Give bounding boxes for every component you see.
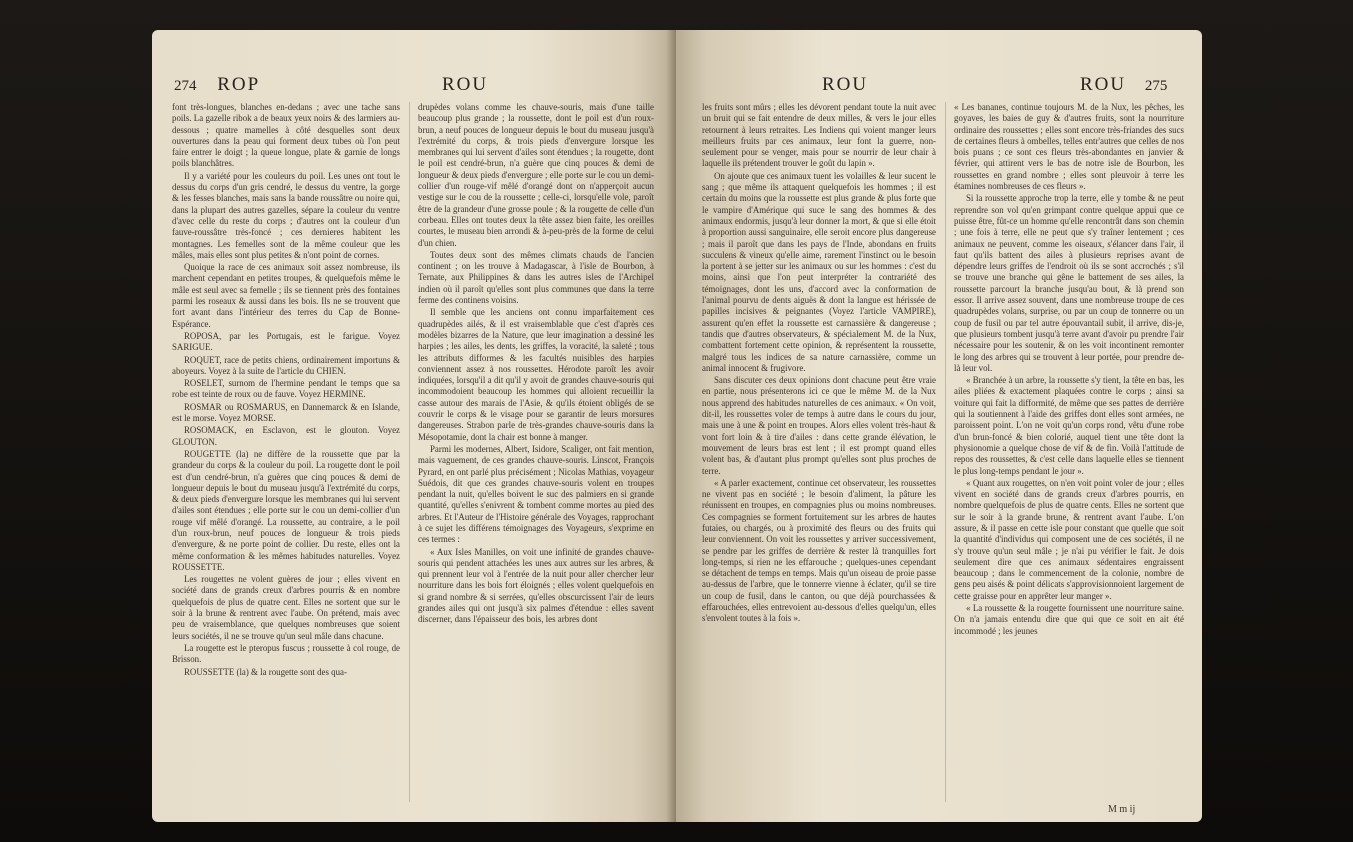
- paragraph: ROUGETTE (la) ne diffère de la roussette que par la grandeur du corps & la couleur du poil. La rougette dont le poil est d'un cendré-brun, n'a guères que cinq pouces & demi de longueur depuis le bout du museau jusqu'à l'extrémité du corps, & deux pieds d'envergure lorsque les membranes qui lui servent d'ailes sont étendues ; elle porte sur le cou un demi-collier d'un rouge vif mêlé d'orangé. La roussette, au contraire, a le poil d'un roux-brun, neuf pouces de longueur & trois pieds d'envergure, & ne porte point de collier. Du reste, elles ont la même conformation & les mêmes habitudes naturelles. Voyez ROUSSETTE.: [172, 448, 400, 572]
- paragraph: « Quant aux rougettes, on n'en voit point voler de jour ; elles vivent en société dans de grands creux d'arbres pourris, en nombre quelquefois de plus de quatre cents. Elles ne sortent que sur le soir à la grande brune, & rentrent avant l'aube. L'on assure, & il passe en cette isle pour constant que quelle que soit la quantité d'individus qui composent une de ces sociétés, il ne s'y trouve qu'un seul mâle ; je n'ai pu vérifier le fait. Je dois seulement dire que ces animaux sédentaires engraissent beaucoup ; dans le commencement de la colonie, nombre de gens peu aisés & point délicats s'approvisionnoient largement de cette graisse pour en apprêter leur manger ».: [954, 477, 1184, 601]
- right-page-header-left: [822, 74, 868, 100]
- left-page-column-1: [172, 102, 400, 802]
- left-page-column-2: [418, 102, 654, 802]
- left-page: [152, 30, 676, 822]
- column-divider: [409, 102, 410, 802]
- paragraph: « Branchée à un arbre, la roussette s'y tient, la tête en bas, les ailes pliées & exactement plaquées contre le corps ; ainsi sa voiture qui fait la difformité, de même que ses pattes de derrière qui la soutiennent à l'aide des griffes dont elles sont armées, ne paroissent point. L'on ne voit qu'un corps rond, vêtu d'une robe d'un brun-foncé & bien colorié, auquel tient une tête dont la physionomie a quelque chose de vif & de fin. Voilà l'attitude de repos des roussettes, & c'est celle dans laquelle elles se tiennent le plus long-temps pendant le jour ».: [954, 375, 1184, 476]
- paragraph: ROSMAR ou ROSMARUS, en Dannemarck & en Islande, est le morse. Voyez MORSE.: [172, 401, 400, 424]
- paragraph: ROPOSA, par les Portugais, est le farigue. Voyez SARIGUE.: [172, 330, 400, 353]
- paragraph: La rougette est le pteropus fuscus ; roussette à col rouge, de Brisson.: [172, 642, 400, 665]
- paragraph: Il y a variété pour les couleurs du poil. Les unes ont tout le dessus du corps d'un gris cendré, le dessus du ventre, la gorge & les fesses blanches, mais sans la bande roussâtre ou noire qui, dans la plupart des autres gazelles, sépare la couleur du ventre d'avec celle du reste du corps ; d'autres ont la couleur d'un fauve-roussâtre très-foncé ; ces dernieres habitent les montagnes. Les femelles sont de la même couleur que les mâles, mais elles sont plus petites & n'ont point de cornes.: [172, 170, 400, 260]
- paragraph: drupèdes volans comme les chauve-souris, mais d'une taille beaucoup plus grande ; la roussette, dont le poil est d'un roux-brun, a neuf pouces de longueur depuis le bout du museau jusqu'à l'extrémité du corps, & trois pieds d'envergure lorsque les membranes qui lui servent d'ailes sont étendues ; la rougette, dont le poil est cendré-brun, n'a guère que cinq pouces & demi de longueur & deux pieds d'envergure ; elle porte sur le cou un demi-collier d'un rouge-vif mêlé d'orangé dont on n'apperçoit aucun vestige sur le cou de la roussette ; celle-ci, lorsqu'elle vole, paroît être de la grandeur d'une grosse poule ; & la rougette de celle d'un corbeau. Elles ont toutes deux la tête assez bien faite, les oreilles courtes, le museau bien arrondi & à-peu-près de la forme de celui d'un chien.: [418, 102, 654, 248]
- paragraph: ROUSSETTE (la) & la rougette sont des qua-: [184, 666, 347, 677]
- left-page-header-word-right: ROU: [442, 74, 489, 95]
- paragraph: « A parler exactement, continue cet observateur, les roussettes ne vivent pas en société ; le besoin d'aliment, la pâture les réunissent en troupes, en compagnies plus ou moins nombreuses. Ces compagnies se forment fortuitement sur les arbres de hautes futaies, ou chargés, ou à proximité des fleurs ou des fruits qui leur conviennent. On voit les roussettes y arriver successivement, se pendre par les griffes de derrière & rester là tranquilles fort long-temps, si rien ne les effarouche ; quelques-unes cependant se détachent de temps en temps. Mais qu'un oiseau de proie passe au-dessus de l'arbre, que le tonnerre vienne à éclater, qu'il se tire un coup de fusil, dans le canton, ou que déjà pourchassées & effarouchées, elles entrevoient au-dessous d'elles quelqu'un, elles s'envolent toutes à la fois ».: [702, 477, 936, 624]
- paragraph: les fruits sont mûrs ; elles les dévorent pendant toute la nuit avec un bruit qui se fait entendre de deux milles, & vers le jour elles retournent à leurs retraites. Les Indiens qui voient manger leurs meilleurs fruits par ces animaux, leur font la guerre, non-seulement pour se venger, mais pour se nourrir de leur chair à laquelle ils prétendent trouver le goût du lapin ».: [702, 102, 936, 169]
- paragraph: « Aux Isles Manilles, on voit une infinité de grandes chauve-souris qui pendent attachées les unes aux autres sur les arbres, & qui prennent leur vol à l'entrée de la nuit pour aller chercher leur nourriture dans les bois fort éloignés ; elles volent quelquefois en si grand nombre & si serrées, qu'elles obscurcissent l'air de leurs grandes ailes qui ont jusqu'à six palmes d'étendue : elles savent discerner, dans l'épaisseur des bois, les arbres dont: [418, 546, 654, 625]
- left-page-header: [174, 74, 260, 100]
- left-page-header-right: [442, 74, 488, 100]
- paragraph: Parmi les modernes, Albert, Isidore, Scaliger, ont fait mention, mais vaguement, de ces grandes chauve-souris. Linscot, François Pyrard, en ont parlé plus précisément ; Nicolas Mathias, voyageur Suédois, dit que ces grandes chauve-souris volent en troupes pendant la nuit, qu'elles boivent le suc des palmiers en si grande quantité, qu'elles s'enivrent & tombent comme mortes au pied des arbres. Et l'Auteur de l'Histoire générale des Voyages, rapprochant à ce sujet les différens témoignages des Voyageurs, s'exprime en ces termes :: [418, 443, 654, 545]
- left-page-header-word: ROP: [217, 74, 261, 95]
- paragraph: font très-longues, blanches en-dedans ; avec une tache sans poils. La gazelle ribok a de beaux yeux noirs & des larmiers au-dessous ; quatre mamelles à côté desquelles sont deux ouvertures dans la peau qui forment deux tubes où l'on peut faire entrer le doigt ; la queue longue, plate & garnie de longs poils blanchâtres.: [172, 102, 400, 169]
- right-page: [676, 30, 1202, 822]
- paragraph: ROSOMACK, en Esclavon, est le glouton. Voyez GLOUTON.: [172, 425, 400, 447]
- paragraph: Quoique la race de ces animaux soit assez nombreuse, ils marchent cependant en petites troupes, & quelquefois même le mâle est seul avec sa femelle ; ils se tiennent près des fontaines parmi les roseaux & aussi dans les bois. Ils ne se trouvent que fort avant dans l'intérieur des terres du Cap de Bonne-Espérance.: [172, 262, 400, 329]
- paragraph: Si la roussette approche trop la terre, elle y tombe & ne peut reprendre son vol qu'en grimpant contre quelque appui que ce puisse être, fût-ce un homme qu'elle rencontrât dans son chemin ; une fois à terre, elle ne peut que s'y traîner lentement ; ces animaux ne peuvent, comme les oiseaux, s'élancer dans l'air, il faut qu'ils battent des ailes à plusieurs reprises avant de dépendre leurs griffes de l'endroit où ils se sont accrochés ; s'il se trouve une branche qui gêne le battement de ses ailes, la roussette parcourt la branche jusqu'au bout, & là prend son essor. Il arrive assez souvent, dans une nombreuse troupe de ces quadrupèdes volans, surprise, ou par un coup de tonnerre ou un coup de fusil ou par tel autre épouvantail subit, il arrive, dis-je, que plusieurs tombent jusqu'à terre avant d'avoir pu prendre l'air nécessaire pour les soutenir, & on les voit incontinent remonter le long des arbres qui se trouvent à leur portée, pour prendre de-là leur vol.: [954, 193, 1184, 373]
- paragraph: « Les bananes, continue toujours M. de la Nux, les pêches, les goyaves, les baies de guy & d'autres fruits, sont la nourriture ordinaire des roussettes ; elles sont encore très-friandes des sucs de certaines fleurs à ombelles, telles entr'autres que celles de nos bois puans ; ce sont ces fleurs très-abondantes en janvier & février, qui attirent vers le bas de notre isle de Bourbon, les roussettes en grand nombre ; elles sont pleuvoir à terre les étamines nombreuses de ces fleurs ».: [954, 102, 1184, 192]
- column-divider: [945, 102, 946, 802]
- paragraph: « La roussette & la rougette fournissent une nourriture saine. On n'a jamais entendu dire que qui que ce soit en ait été incommodé ; les jeunes: [954, 603, 1184, 636]
- right-page-number: 275: [1144, 78, 1168, 94]
- right-page-header-word: ROU: [1080, 74, 1127, 95]
- right-page-header: [1080, 74, 1167, 100]
- left-page-number: 274: [174, 78, 197, 94]
- paragraph: Toutes deux sont des mêmes climats chauds de l'ancien continent ; on les trouve à Madagascar, à l'isle de Bourbon, à Ternate, aux Philippines & dans les autres isles de l'Archipel indien où il paroît qu'elles sont plus communes que dans la terre ferme des continens voisins.: [418, 249, 654, 306]
- paragraph: ROSELET, surnom de l'hermine pendant le temps que sa robe est teinte de roux ou de fauve. Voyez HERMINE.: [172, 378, 400, 400]
- paragraph: Les rougettes ne volent guères de jour ; elles vivent en société dans de grands creux d'arbres pourris & en nombre quelquefois de plus de quatre cent. Elles ne sortent que sur le soir à la brune & rentrent avec l'aube. On prétend, mais avec peu de vraisemblance, que quelques nombreuses que soient leurs sociétés, il ne se trouve qu'un seul mâle dans chacune.: [172, 574, 400, 641]
- right-page-column-1: [702, 102, 936, 802]
- paragraph: ROQUET, race de petits chiens, ordinairement importuns & aboyeurs. Voyez à la suite de l'article du CHIEN.: [172, 354, 400, 376]
- right-page-column-2: [954, 102, 1184, 784]
- paragraph: Il semble que les anciens ont connu imparfaitement ces quadrupèdes ailés, & il est vraisemblable que c'est d'après ces modèles bizarres de la Nature, que leur imagination a dessiné les harpies ; les ailes, les dents, les griffes, la voracité, la saleté ; tous les attributs difformes & les facultés nuisibles des harpies conviennent assez à nos roussettes. Hérodote paroît les avoir indiquées, lorsqu'il a dit qu'il y avoit de grandes chauve-souris qui incommodoient beaucoup les hommes qui alloient recueillir la casse autour des marais de l'Asie, & qu'ils étoient obligés de se couvrir le corps & le visage pour se garantir de leurs morsures dangereuses. Strabon parle de très-grandes chauve-souris dans la Mésopotamie, dont la chair est bonne à manger.: [418, 307, 654, 442]
- right-page-header-word-left: ROU: [822, 74, 869, 95]
- paragraph: On ajoute que ces animaux tuent les volailles & leur sucent le sang ; que même ils attaquent quelquefois les hommes ; il est certain du moins que la roussette est plus grande & plus forte que le vampire d'Amérique qui suce le sang des hommes & des animaux endormis, jusqu'à leur donner la mort, & que si elle étoit à proportion aussi sanguinaire, elle seroit encore plus dangereuse ; mais il paroît que dans les pays de l'Inde, abondans en fruits succulens & vineux qu'elle aime, rarement l'instinct ou le besoin la portent à se jetter sur les animaux ou sur les hommes : c'est du moins, ainsi que l'on peut interpréter la contrariété des témoignages, dont les uns, d'accord avec la conformation de l'animal pourvu de dents aiguës & dont la langue est hérissée de papilles incisives & peignantes (Voyez l'article VAMPIRE), assurent qu'en effet la roussette est carnassière & dangereuse ; tandis que d'autres observateurs, & spécialement M. de la Nux, combattent fortement cette opinion, & représentent la roussette, malgré tous les indices de sa nature carnassière, comme un animal innocent & frugivore.: [702, 170, 936, 373]
- paragraph: Sans discuter ces deux opinions dont chacune peut être vraie en partie, nous présenterons ici ce que le même M. de la Nux nous apprend des habitudes naturelles de ces animaux. « On voit, dit-il, les roussettes voler de temps à autre dans le cours du jour, mais une à une & point en troupes. Alors elles volent très-haut & vont fort loin & à tire d'ailes : dans cette grande élévation, le mouvement de leurs bras est lent ; il est prompt quand elles volent bas, & d'autant plus prompt qu'elles sont plus proches de terre.: [702, 375, 936, 476]
- signature-mark: M m ij: [1108, 804, 1136, 815]
